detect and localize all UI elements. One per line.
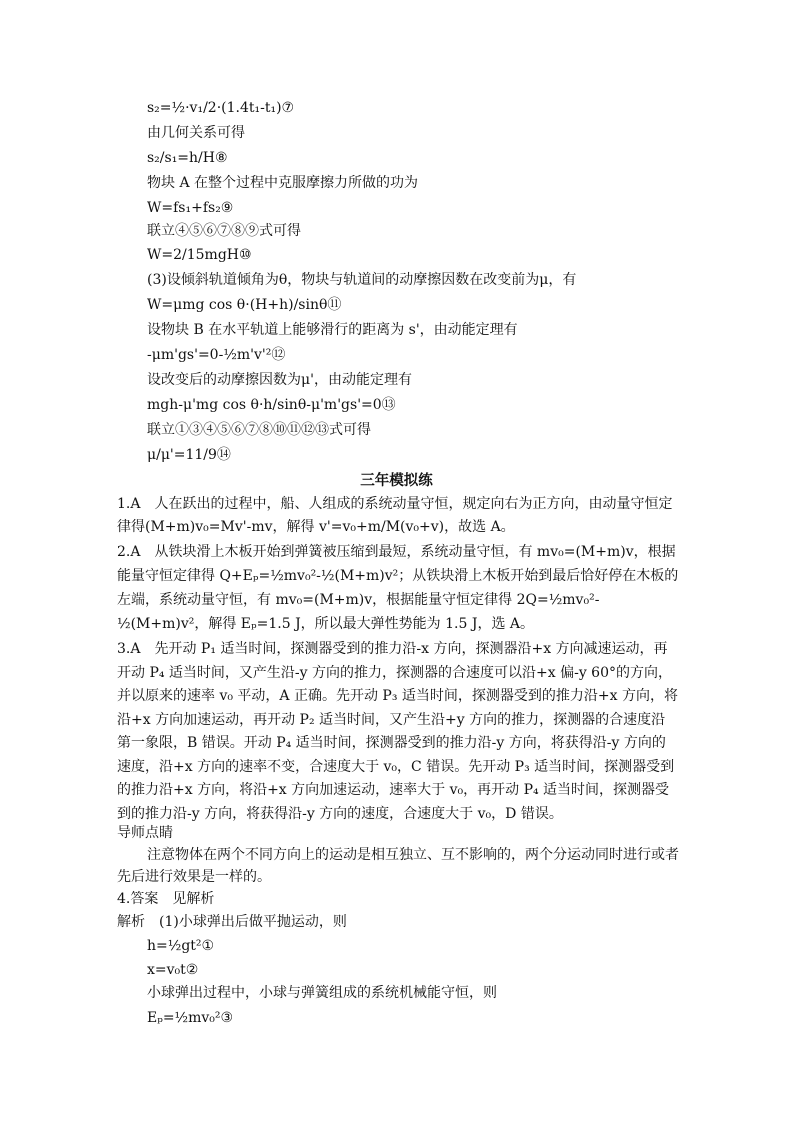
equation-12: -μm'gs'=0-½m'v'²⑫ [147, 347, 286, 363]
text-line: 设改变后的动摩擦因数为μ'，由动能定理有 [147, 372, 412, 388]
answer-4-intro: 解析 (1)小球弹出后做平抛运动，则 [117, 914, 347, 930]
answer-1: 1.A 人在跃出的过程中，船、人组成的系统动量守恒，规定向右为正方向，由动量守恒定律得(M+m)v₀=Mv'-mv，解得 v'=v₀+m/M(v₀+v)，故选 A。 [117, 496, 673, 535]
equation-8: s₂/s₁=h/H⑧ [147, 150, 228, 166]
text-line: 联立①③④⑤⑥⑦⑧⑩⑪⑫⑬式可得 [147, 422, 371, 438]
guide-text: 注意物体在两个不同方向上的运动是相互独立、互不影响的，两个分运动同时进行或者先后进行效果是一样的。 [117, 847, 679, 885]
equation-7: s₂=½·v₁/2·(1.4t₁-t₁)⑦ [147, 100, 295, 116]
equation-4-2: x=v₀t② [147, 962, 199, 978]
equation-11: W=μmg cos θ·(H+h)/sinθ⑪ [147, 297, 342, 313]
equation-10: W=2/15mgH⑩ [147, 247, 252, 263]
guide-title: 导师点睛 [117, 825, 173, 841]
text-line: (3)设倾斜轨道倾角为θ，物块与轨道间的动摩擦因数在改变前为μ，有 [147, 272, 577, 288]
text-line: 设物块 B 在水平轨道上能够滑行的距离为 s'，由动能定理有 [147, 322, 518, 338]
equation-13: mgh-μ'mg cos θ·h/sinθ-μ'm'gs'=0⑬ [147, 397, 396, 413]
text-line: 联立④⑤⑥⑦⑧⑨式可得 [147, 223, 301, 239]
equation-9: W=fs₁+fs₂⑨ [147, 200, 234, 216]
answer-3: 3.A 先开动 P₁ 适当时间，探测器受到的推力沿-x 方向，探测器沿+x 方向减速运动，再开动 P₄ 适当时间，又产生沿-y 方向的推力，探测器的合速度可以沿+x 偏-y 60°的方向，并以原来的速率 v₀ 平动，A 正确。先开动 P₃ 适当时间，探测器受到的推力沿+x 方向，将沿+x 方向加速运动，再开动 P₂ 适当时间，又产生沿+y 方向的推力，探测器的合速度沿第一象限，B 错误。开动 P₄ 适当时间，探测器受到的推力沿-y 方向，将获得沿-y 方向的速度，沿+x 方向的速率不变，合速度大于 v₀，C 错误。先开动 P₃ 适当时间，探测器受到的推力沿+x 方向，将沿+x 方向加速运动，速率大于 v₀，再开动 P₄ 适当时间，探测器受到的推力沿-y 方向，将获得沿-y 方向的速度，合速度大于 v₀，D 错误。 [117, 641, 678, 822]
equation-4-1: h=½gt²① [147, 938, 215, 954]
text-line: 小球弹出过程中，小球与弹簧组成的系统机械能守恒，则 [147, 985, 497, 1001]
equation-14: μ/μ'=11/9⑭ [147, 447, 231, 463]
answer-2: 2.A 从铁块滑上木板开始到弹簧被压缩到最短，系统动量守恒，有 mv₀=(M+m)v，根据能量守恒定律得 Q+Eₚ=½mv₀²-½(M+m)v²；从铁块滑上木板开始到最后恰好停在木板的左端，系统动量守恒，有 mv₀=(M+m)v，根据能量守恒定律得 2Q=½mv₀²-½(M+m)v²，解得 Eₚ=1.5 J，所以最大弹性势能为 1.5 J，选 A。 [117, 544, 679, 632]
answer-4-head: 4.答案 见解析 [117, 891, 215, 907]
section-title: 三年模拟练 [360, 472, 433, 489]
equation-4-3: Eₚ=½mv₀²③ [147, 1010, 234, 1026]
text-line: 物块 A 在整个过程中克服摩擦力所做的功为 [147, 175, 419, 191]
text-line: 由几何关系可得 [147, 125, 245, 141]
